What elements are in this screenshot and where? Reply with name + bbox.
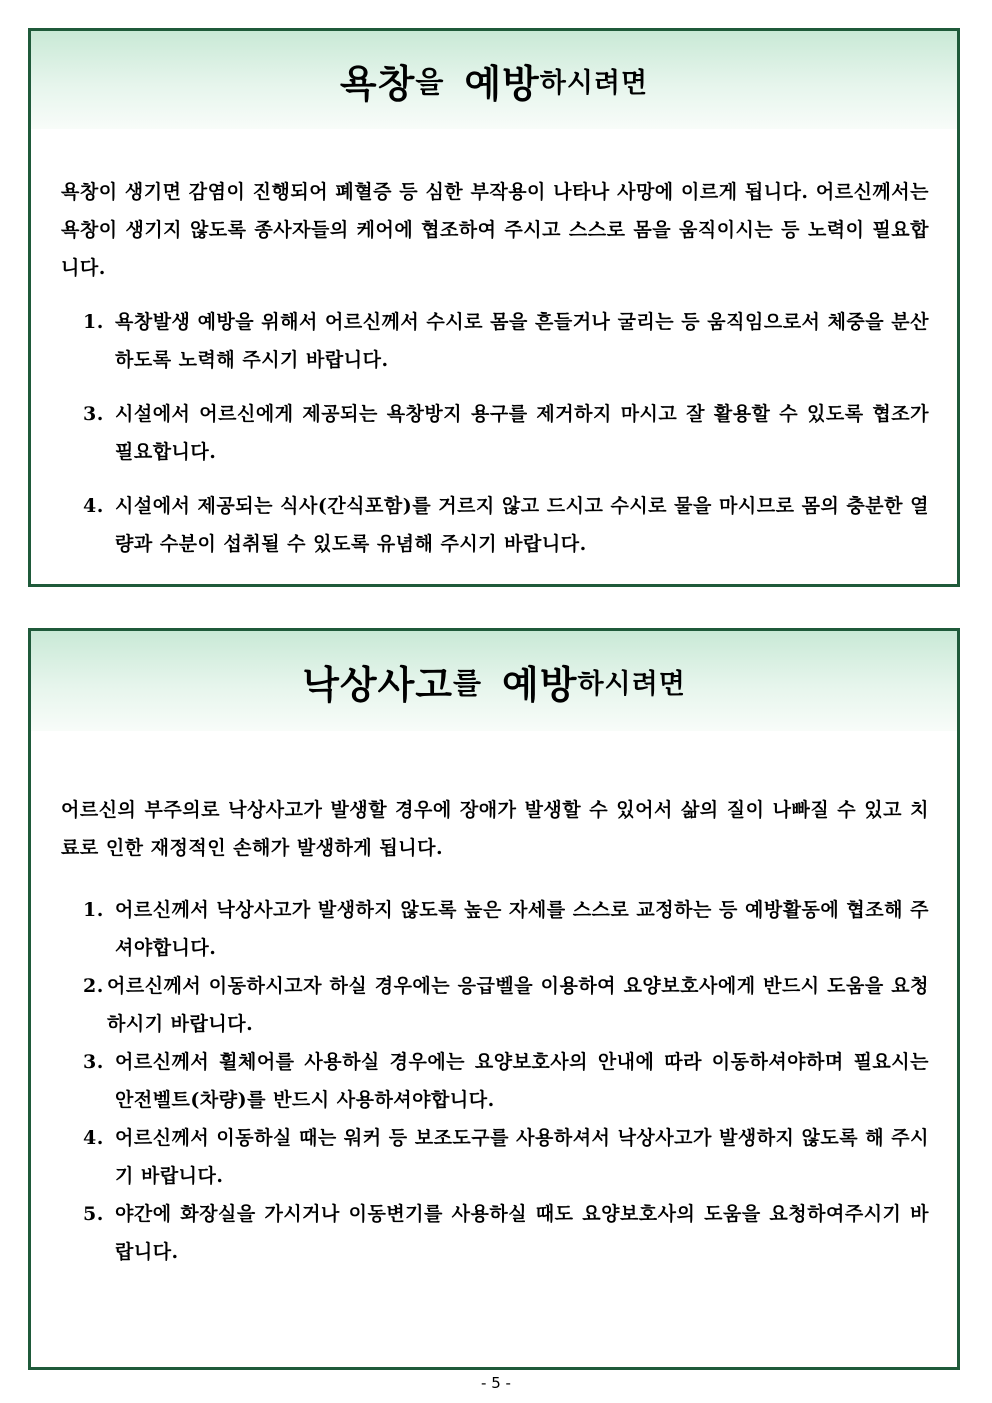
list-number: 4. <box>83 495 104 517</box>
title-particle: 을 <box>415 64 445 99</box>
list-text: 야간에 화장실을 가시거나 이동변기를 사용하실 때도 요양보호사의 도움을 요청하여주시기 바랍니다. <box>115 1203 929 1263</box>
list-number: 1. <box>83 899 104 921</box>
pressure-sore-list <box>61 303 929 563</box>
list-number: 3. <box>83 403 104 425</box>
list-number: 2. <box>83 975 104 997</box>
title-keyword: 낙상사고 <box>302 662 454 707</box>
list-text: 어르신께서 휠체어를 사용하실 경우에는 요양보호사의 안내에 따라 이동하셔야하며 필요시는 안전벨트(차량)를 반드시 사용하셔야합니다. <box>115 1051 929 1111</box>
fall-accident-list <box>61 891 929 1271</box>
title-keyword-2: 예방 <box>464 61 540 106</box>
pressure-sore-content <box>61 173 929 579</box>
list-number: 5. <box>83 1203 104 1225</box>
list-number: 3. <box>83 1051 104 1073</box>
list-item <box>61 891 929 967</box>
list-number: 1. <box>83 311 104 333</box>
title-suffix: 하시려면 <box>577 668 686 700</box>
fall-accident-title <box>31 631 957 731</box>
list-text: 어르신께서 이동하시고자 하실 경우에는 응급벨을 이용하여 요양보호사에게 반드시 도움을 요청하시기 바랍니다. <box>107 975 929 1035</box>
pressure-sore-intro: 욕창이 생기면 감염이 진행되어 폐혈증 등 심한 부작용이 나타나 사망에 이르게 됩니다. 어르신께서는 욕창이 생기지 않도록 종사자들의 케어에 협조하여 주시고 스스로 몸을 움직이시는 등 노력이 필요합니다. <box>61 181 929 279</box>
title-keyword-2: 예방 <box>502 662 578 707</box>
title-keyword: 욕창 <box>339 61 416 106</box>
page-number: - 5 - <box>481 1374 511 1392</box>
list-item <box>61 1043 929 1119</box>
pressure-sore-title <box>31 31 957 129</box>
list-item <box>61 967 929 1043</box>
fall-accident-intro: 어르신의 부주의로 낙상사고가 발생할 경우에 장애가 발생할 수 있어서 삶의 질이 나빠질 수 있고 치료로 인한 재정적인 손해가 발생하게 됩니다. <box>61 799 929 859</box>
list-item <box>61 303 929 379</box>
list-text: 어르신께서 낙상사고가 발생하지 않도록 높은 자세를 스스로 교정하는 등 예방활동에 협조해 주셔야합니다. <box>115 899 929 959</box>
pressure-sore-section <box>28 28 960 587</box>
title-particle: 를 <box>453 665 483 700</box>
list-item <box>61 1119 929 1195</box>
title-suffix: 하시려면 <box>539 67 649 99</box>
list-text: 시설에서 제공되는 식사(간식포함)를 거르지 않고 드시고 수시로 물을 마시므로 몸의 충분한 열량과 수분이 섭취될 수 있도록 유념해 주시기 바랍니다. <box>115 495 929 555</box>
list-item <box>61 395 929 471</box>
list-number: 4. <box>83 1127 104 1149</box>
list-text: 욕창발생 예방을 위해서 어르신께서 수시로 몸을 흔들거나 굴리는 등 움직임으로서 체중을 분산하도록 노력해 주시기 바랍니다. <box>115 311 929 371</box>
list-text: 시설에서 어르신에게 제공되는 욕창방지 용구를 제거하지 마시고 잘 활용할 수 있도록 협조가 필요합니다. <box>115 403 929 463</box>
list-item <box>61 1195 929 1271</box>
fall-accident-content <box>61 791 929 1271</box>
list-item <box>61 487 929 563</box>
fall-accident-section <box>28 628 960 1370</box>
list-text: 어르신께서 이동하실 때는 워커 등 보조도구를 사용하셔서 낙상사고가 발생하지 않도록 해 주시기 바랍니다. <box>115 1127 929 1187</box>
